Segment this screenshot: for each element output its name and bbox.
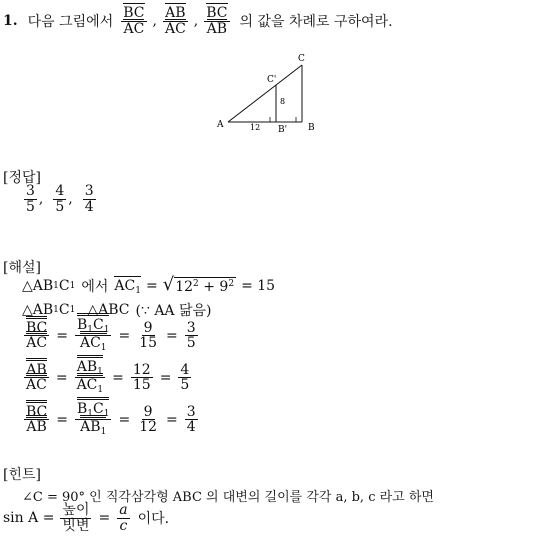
hint-heading: [힌트] bbox=[3, 467, 41, 483]
equation-ab-ac: $\frac{AB}{AC}$ = $\frac{AB_1}{AC_1}$ = $\frac{12}{15}$ = $\frac{4}{5}$ bbox=[22, 360, 193, 396]
segment-ac: AC bbox=[123, 20, 145, 37]
ratio-bc-ac bbox=[121, 6, 146, 36]
label-a: A bbox=[217, 120, 224, 130]
answer-values bbox=[22, 184, 98, 214]
solution-heading: [해설] bbox=[3, 260, 41, 276]
separator: , bbox=[38, 191, 44, 208]
segment-ac1: $AC_1$ bbox=[114, 278, 141, 296]
segment-ab: AB bbox=[165, 5, 186, 21]
solution-line-2: △AB 1 C 1 △ABC (∵ AA 닮음) bbox=[22, 302, 212, 319]
separator: , bbox=[68, 191, 73, 208]
hint-frac-a-c: $\frac{a}{c}$ bbox=[119, 502, 128, 534]
label-b1: B' bbox=[278, 125, 288, 135]
equation-bc-ab: $\frac{BC}{AB}$ = $\frac{B_1C_1}{AB_1}$ = $\frac{9}{12}$ = $\frac{3}{4}$ bbox=[22, 402, 200, 438]
problem-number: 1. bbox=[3, 13, 18, 30]
hint-line-1: ∠C = 90° 인 직각삼각형 ABC 의 대변의 길이를 각각 a, b, c 라고 하면 bbox=[22, 490, 434, 505]
problem-statement bbox=[3, 6, 393, 36]
separator: , bbox=[152, 13, 157, 30]
answer-frac-2: $\frac{4}{5}$ bbox=[55, 183, 65, 215]
label-c: C bbox=[298, 54, 305, 64]
length-12: 12 bbox=[250, 123, 261, 132]
segment-bc: BC bbox=[206, 5, 228, 21]
answer-heading: [정답] bbox=[3, 170, 41, 186]
label-b: B bbox=[308, 123, 315, 133]
segment-ab: AB bbox=[206, 20, 228, 37]
triangle-figure bbox=[210, 50, 330, 140]
problem-text-before: 다음 그림에서 bbox=[27, 14, 114, 31]
hint-line-2: sin A = $\frac{\text{높이}}{\text{빗변}}$ = $\frac{a}{c}$ 이다. bbox=[3, 502, 170, 534]
separator: , bbox=[193, 13, 199, 30]
segment-ac: AC bbox=[164, 20, 186, 37]
square-root: √ $12^2 + 9^2$ bbox=[162, 274, 235, 295]
length-8: 8 bbox=[280, 97, 286, 106]
answer-frac-1: $\frac{3}{5}$ bbox=[26, 183, 35, 215]
ratio-ab-ac bbox=[163, 6, 188, 36]
side-ac bbox=[228, 65, 302, 122]
ratio-bc-ab bbox=[204, 6, 229, 36]
answer-frac-3: $\frac{3}{4}$ bbox=[84, 183, 94, 215]
segment-bc: BC bbox=[123, 5, 145, 21]
hint-frac-height-hypotenuse: $\frac{\text{높이}}{\text{빗변}}$ bbox=[62, 502, 90, 534]
label-c1: C' bbox=[267, 75, 277, 85]
equation-bc-ac: $\frac{BC}{AC}$ = $\frac{B_1C_1}{AC_1}$ = $\frac{9}{15}$ = $\frac{3}{5}$ bbox=[22, 318, 200, 354]
solution-line-1: △AB 1 C 1 에서 $AC_1$ = √ $12^2 + 9^2$ = 15 bbox=[22, 274, 276, 296]
problem-text-after: 의 값을 차례로 구하여라. bbox=[239, 14, 393, 31]
